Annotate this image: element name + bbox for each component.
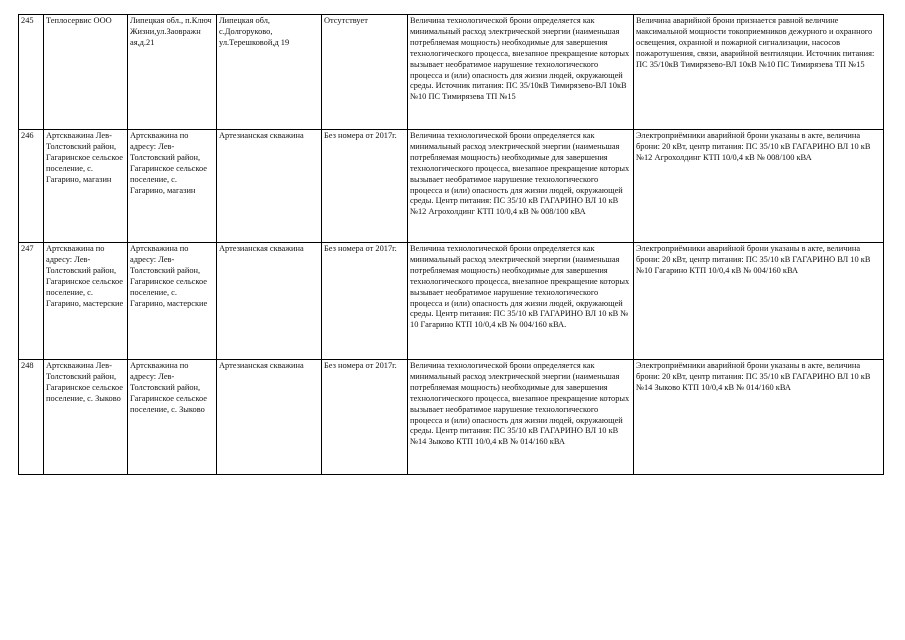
act-reference: Без номера от 2017г. bbox=[322, 360, 408, 475]
act-reference: Отсутствует bbox=[322, 15, 408, 130]
consumer-name: Артскважина Лев-Толстовский район, Гагаринское сельское поселение, с. Зыково bbox=[44, 360, 128, 475]
consumer-address: Липецкая обл., п.Ключ Жизни,ул.Заовражн ая,д.21 bbox=[128, 15, 217, 130]
emergency-reserve: Электроприёмники аварийной брони указаны в акте, величина брони: 20 кВт, центр питания: ПС 35/10 кВ ГАГАРИНО ВЛ 10 кВ №10 Гагарино КТП 10/0,4 кВ № 004/160 кВА bbox=[634, 243, 884, 360]
consumer-name: Артскважина Лев-Толстовский район, Гагаринское сельское поселение, с. Гагарино, магазин bbox=[44, 130, 128, 243]
emergency-reserve: Электроприёмники аварийной брони указаны в акте, величина брони: 20 кВт, центр питания: ПС 35/10 кВ ГАГАРИНО ВЛ 10 кВ №14 Зыково КТП 10/0,4 кВ № 014/160 кВА bbox=[634, 360, 884, 475]
consumer-name: Теплосервис ООО bbox=[44, 15, 128, 130]
technological-reserve: Величина технологической брони определяется как минимальный расход электрической энергии (наименьшая потребляемая мощность) необходимые для завершения технологического процесса, внезапное прекращение которых вызывает необратимое нарушение технологического процесса и (или) опасность для жизни людей, окружающей среды. Источник питания: ПС 35/10кВ Тимирязево-ВЛ 10кВ №10 ПС Тимирязева ТП №15 bbox=[408, 15, 634, 130]
act-reference: Без номера от 2017г. bbox=[322, 243, 408, 360]
act-reference: Без номера от 2017г. bbox=[322, 130, 408, 243]
row-number: 246 bbox=[19, 130, 44, 243]
technological-reserve: Величина технологической брони определяется как минимальный расход электрической энергии (наименьшая потребляемая мощность) необходимые для завершения технологического процесса, внезапное прекращение которых вызывает необратимое нарушение технологического процесса и (или) опасность для жизни людей, окружающей среды. Центр питания: ПС 35/10 кВ ГАГАРИНО ВЛ 10 кВ № 10 Гагарино КТП 10/0,4 кВ № 004/160 кВА. bbox=[408, 243, 634, 360]
table-row bbox=[19, 130, 884, 243]
table-row bbox=[19, 15, 884, 130]
row-number: 248 bbox=[19, 360, 44, 475]
reservation-table bbox=[18, 14, 884, 475]
table-row bbox=[19, 360, 884, 475]
technological-reserve: Величина технологической брони определяется как минимальный расход электрической энергии (наименьшая потребляемая мощность) необходимые для завершения технологического процесса, внезапное прекращение которых вызывает необратимое нарушение технологического процесса и (или) опасность для жизни людей, окружающей среды. Центр питания: ПС 35/10 кВ ГАГАРИНО ВЛ 10 кВ №14 Зыково КТП 10/0,4 кВ № 014/160 кВА bbox=[408, 360, 634, 475]
consumer-name: Артскважина по адресу: Лев-Толстовский район, Гагаринское сельское поселение, с. Гагарино, мастерские bbox=[44, 243, 128, 360]
emergency-reserve: Величина аварийной брони признается равной величине максимальной мощности токоприемников дежурного и охранного освещения, охранной и пожарной сигнализации, насосов пожаротушения, связи, аварийной вентиляции. Источник питания: ПС 35/10кВ Тимирязево-ВЛ 10кВ №10 ПС Тимирязева ТП №15 bbox=[634, 15, 884, 130]
object-location: Артезианская скважина bbox=[217, 130, 322, 243]
object-location: Липецкая обл, с.Долгоруково, ул.Терешковой,д 19 bbox=[217, 15, 322, 130]
consumer-address: Артскважина по адресу: Лев-Толстовский район, Гагаринское сельское поселение, с. Гагарино, мастерские bbox=[128, 243, 217, 360]
consumer-address: Артскважина по адресу: Лев-Толстовский район, Гагаринское сельское поселение, с. Зыково bbox=[128, 360, 217, 475]
object-location: Артезианская скважина bbox=[217, 360, 322, 475]
technological-reserve: Величина технологической брони определяется как минимальный расход электрической энергии (наименьшая потребляемая мощность) необходимые для завершения технологического процесса, внезапное прекращение которых вызывает необратимое нарушение технологического процесса и (или) опасность для жизни людей, окружающей среды. Центр питания: ПС 35/10 кВ ГАГАРИНО ВЛ 10 кВ №12 Агрохолдинг КТП 10/0,4 кВ № 008/100 кВА bbox=[408, 130, 634, 243]
row-number: 245 bbox=[19, 15, 44, 130]
object-location: Артезианская скважина bbox=[217, 243, 322, 360]
emergency-reserve: Электроприёмники аварийной брони указаны в акте, величина брони: 20 кВт, центр питания: ПС 35/10 кВ ГАГАРИНО ВЛ 10 кВ №12 Агрохолдинг КТП 10/0,4 кВ № 008/100 кВА bbox=[634, 130, 884, 243]
consumer-address: Артскважина по адресу: Лев-Толстовский район, Гагаринское сельское поселение, с. Гагарино, магазин bbox=[128, 130, 217, 243]
row-number: 247 bbox=[19, 243, 44, 360]
table-row bbox=[19, 243, 884, 360]
